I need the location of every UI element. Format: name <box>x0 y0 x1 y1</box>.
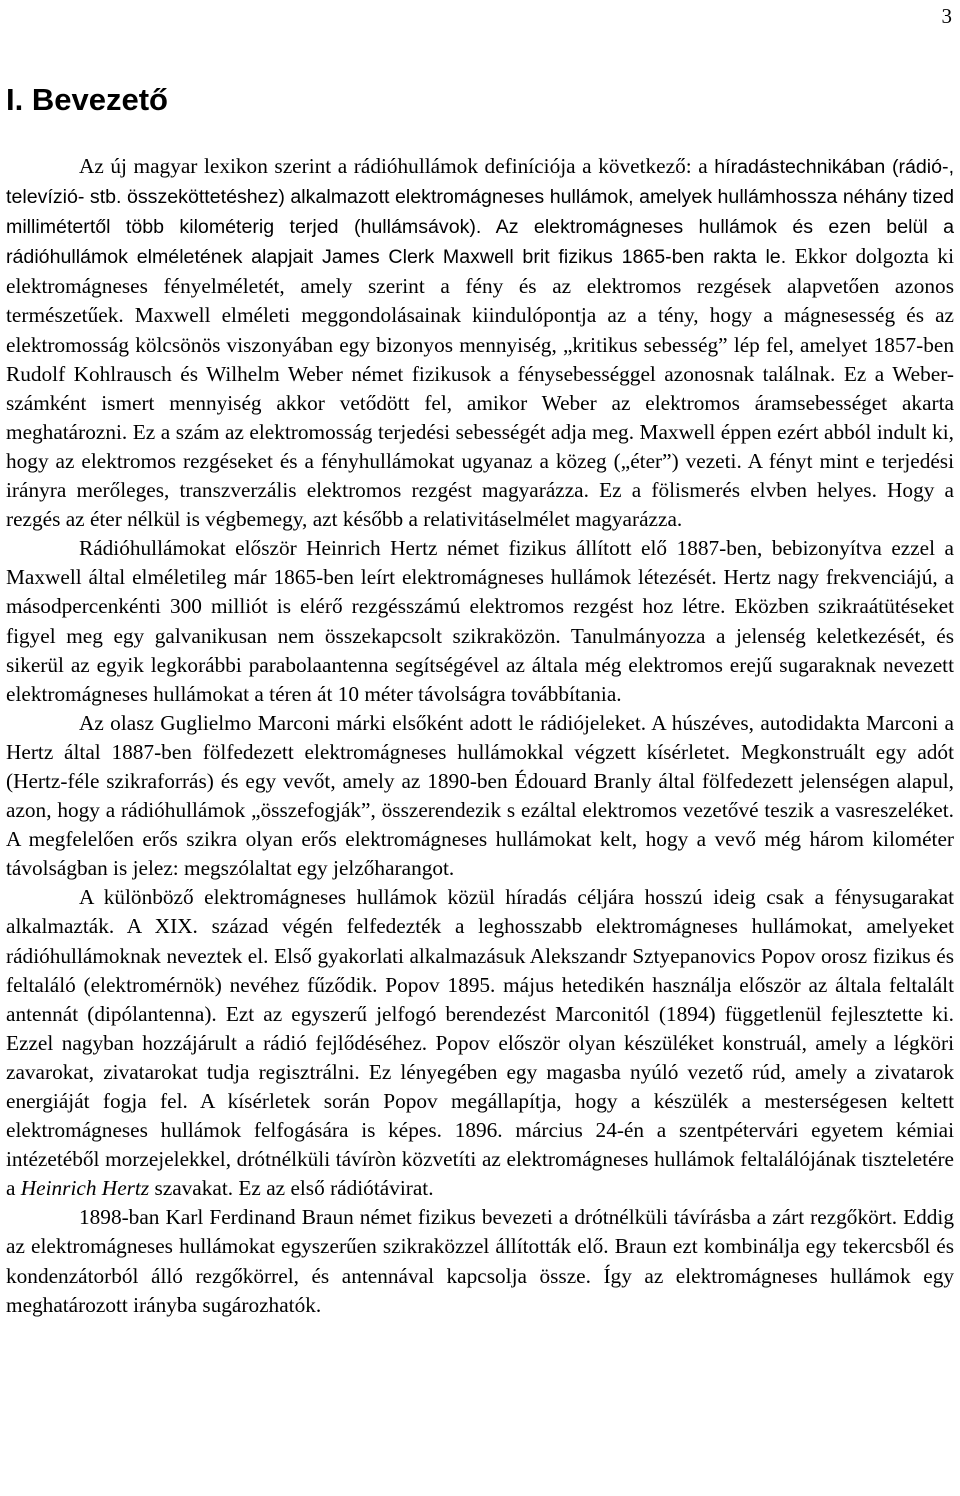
paragraph-1-text-b: híradástechnikában (rádió-, televízió- stb. összeköttetéshez) alkalmazott elektromágneses hullámok, amelyek hullámhossza néhány tized millimétertől több kilométerig terjed (hullámsávok). <box>6 156 955 239</box>
paragraph-4-italic-name: Heinrich Hertz <box>20 1176 150 1201</box>
chapter-heading: I. Bevezető <box>6 82 168 117</box>
paragraph-2: Rádióhullámokat először Heinrich Hertz német fizikus állított elő 1887-ben, bebizonyítva ezzel a Maxwell által elméletileg már 1865-ben leírt elektromágneses hullámok létezését. Hertz nagy frekvenciájú, a másodpercenkénti 300 milliót is elérő rezgésszámú elektromos rezgést hoz létre. Eközben szikraátütéseket figyel meg egy galvanikusan nem összekapcsolt szikraközön. Tanulmányozza a jelenség keletkezését, és sikerül az egyik legkorábbi parabolaantenna segítségével az általa még elektromos erejű sugaraknak nevezett elektromágneses hullámokat a téren át 10 méter távolságra továbbítania. <box>6 536 954 706</box>
page-number: 3 <box>941 4 952 28</box>
paragraph-1-text-e: Maxwell elméleti meggondolásainak kiindulópontja az a tény, hogy a mágnesesség és az elektromosság kölcsönös viszonyában egy bizonyos mennyiség, „kritikus sebesség” lép fel, amelyet 1857-ben Rudolf Kohlrausch és Wilhelm Weber német fizikusok a fénysebességgel azonosnak találnak. Ez a Weber-számként ismert mennyiség akkor vetődött fel, amikor Weber az elektromos áramsebességet akarta meghatározni. Ez a szám az elektromosság terjedési sebességét adja meg. Maxwell éppen ezért abból indult ki, hogy az elektromos rezgéseket és a fényhullámokat ugyanaz a közeg („éter”) vezeti. A fényt mint e terjedési irányra merőleges, transzverzális elektromos rezgést magyarázza. Ez a fölismerés elvben helyes. Hogy a rezgés az éter nélkül is végbemegy, azt később a relativitáselmélet magyarázza. <box>6 303 954 532</box>
paragraph-1-text-c: Az elektromágneses hullámok és ezen belül a rádióhullámok elméletének alapjait James Clerk Maxwell brit fizikus 1865-ben rakta le. <box>6 216 954 269</box>
paragraph-4-text-b: szavakat. Ez az első rádiótávirat. <box>149 1176 434 1201</box>
document-body <box>6 152 954 1320</box>
paragraph-5: 1898-ban Karl Ferdinand Braun német fizikus bevezeti a drótnélküli távírásba a zárt rezgőkört. Eddig az elektromágneses hullámokat egyszerűen szikraközzel állították elő. Braun ezt kombinálja egy tekercsből és kondenzátorból álló rezgőkörrel, és antennával kapcsolja össze. Így az elektromágneses hullámok egy meghatározott irányba sugározhatók. <box>6 1205 954 1317</box>
paragraph-1-text-a: Az új magyar lexikon szerint a rádióhullámok definíciója a következő: a <box>79 154 715 178</box>
paragraph-4-text-a: A különböző elektromágneses hullámok közül híradás céljára hosszú ideig csak a fénysugarakat alkalmazták. A XIX. század végén felfedezték a leghosszabb elektromágneses hullámokat, amelyeket rádióhullámoknak neveztek el. Első gyakorlati alkalmazásuk Alekszandr Sztyepanovics Popov orosz fizikus és feltaláló (elektromérnök) nevéhez fűződik. Popov 1895. május hetedikén használja először az általa feltalált antennát (dipólantenna). Ezt az egyszerű jelfogó berendezést Marconitól (1894) függetlenül fejlesztette ki. Ezzel nagyban hozzájárult a rádió fejlődéséhez. Popov először olyan készüléket konstruál, amely a légköri zavarokat, zivatarokat tudja regisztrálni. Ez lényegében egy magasba nyúló vezető rúd, amely a zivatarok energiáját fogja fel. A kísérletek során Popov megállapítja, hogy a készülék a mesterségesen keltett elektromágneses hullámok felfogására is képes. 1896. március 24-én a szentpétervári egyetem kémiai intézetéből morzejelekkel, drótnélküli távíròn közvetíti az elektromágneses hullámok feltalálójának tiszteletére a <box>6 885 954 1201</box>
paragraph-3: Az olasz Guglielmo Marconi márki elsőként adott le rádiójeleket. A húszéves, autodidakta Marconi a Hertz által 1887-ben fölfedezett elektromágneses hullámokkal végzett kísérletet. Megkonstruált egy adót (Hertz-féle szikraforrás) és egy vevőt, amely az 1890-ben Édouard Branly által fölfedezett jelenségen alapul, azon, hogy a rádióhullámok „összefogják”, összerendezik s ezáltal elektromos vezetővé teszik a vasreszeléket. A megfelelően erős szikra olyan erős elektromágneses hullámokat kelt, hogy a vevő még három kilométer távolságban is jelez: megszólaltat egy jelzőharangot. <box>6 710 954 881</box>
paragraph-1-text-d: Ekkor dolgozta ki elektromágneses fényelméletét, amely szerint a fény és az elektromos rezgések alapvetően azonos természetűek. <box>6 244 954 328</box>
paragraph-4 <box>6 883 954 1203</box>
paragraph-1 <box>6 152 954 534</box>
